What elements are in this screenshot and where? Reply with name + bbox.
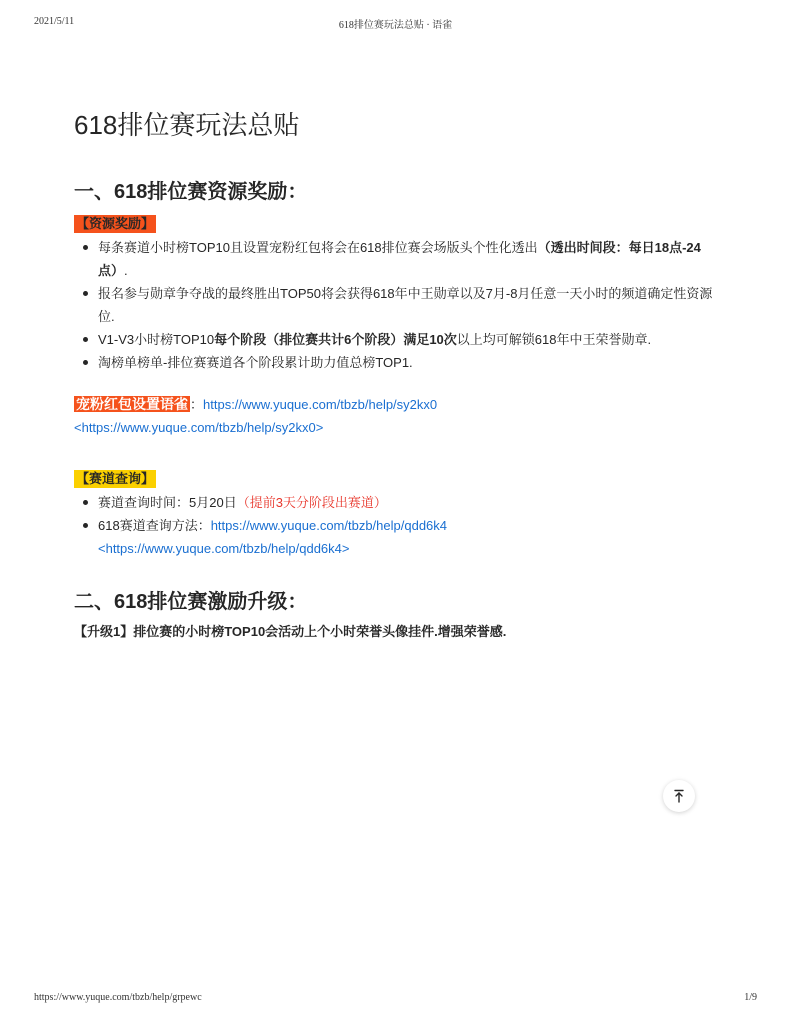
query-tag-row bbox=[74, 470, 724, 488]
print-date: 2021/5/11 bbox=[34, 16, 75, 27]
list-item bbox=[74, 282, 724, 328]
list-item-bold: 每个阶段（排位赛共计6个阶段）满足10次 bbox=[214, 332, 457, 347]
section2-heading: 二、618排位赛激励升级： bbox=[74, 591, 308, 613]
list-item-text: 赛道查询时间：5月20日 bbox=[98, 495, 237, 510]
print-title: 618排位赛玩法总贴 · 语雀 bbox=[338, 20, 453, 31]
list-item-text: V1-V3小时榜TOP10 bbox=[98, 332, 215, 347]
list-item bbox=[74, 491, 724, 514]
list-item bbox=[74, 236, 724, 282]
list-item-text: . bbox=[124, 263, 128, 278]
page-title: 618排位赛玩法总贴 bbox=[74, 110, 300, 140]
section1-heading: 一、618排位赛资源奖励： bbox=[74, 181, 308, 203]
track-query-link-angle[interactable]: <https://www.yuque.com/tbzb/help/qdd6k4> bbox=[98, 541, 350, 556]
list-item bbox=[74, 514, 724, 560]
list-item-bold: （透出时间段：每日18点-24点） bbox=[98, 240, 701, 278]
red-packet-link-angle[interactable]: <https://www.yuque.com/tbzb/help/sy2kx0> bbox=[74, 420, 324, 435]
print-page-number: 1/9 bbox=[744, 992, 757, 1003]
list-item-text: 618赛道查询方法： bbox=[98, 518, 211, 533]
list-item-text: 报名参与勋章争夺战的最终胜出TOP50将会获得618年中王勋章以及7月-8月任意一天小时的频道确定性资源位. bbox=[98, 286, 713, 324]
red-packet-link-paragraph bbox=[74, 393, 724, 439]
track-query-list bbox=[74, 491, 724, 560]
back-to-top-button[interactable] bbox=[663, 780, 695, 812]
document-body bbox=[74, 100, 724, 643]
list-item-text: 以上均可解锁618年中王荣誉勋章. bbox=[456, 332, 652, 347]
upgrade-line: 【升级1】排位赛的小时榜TOP10会活动上个小时荣誉头像挂件.增强荣誉感. bbox=[74, 624, 507, 639]
red-packet-link[interactable]: https://www.yuque.com/tbzb/help/sy2kx0 bbox=[203, 397, 438, 412]
red-packet-highlight: 宠粉红包设置语雀 bbox=[76, 396, 188, 412]
track-query-link[interactable]: https://www.yuque.com/tbzb/help/qdd6k4 bbox=[210, 518, 448, 533]
resource-reward-list bbox=[74, 236, 724, 374]
list-item-text: 每条赛道小时榜TOP10且设置宠粉红包将会在618排位赛会场版头个性化透出 bbox=[98, 240, 538, 255]
list-item bbox=[74, 328, 724, 351]
track-query-tag: 【赛道查询】 bbox=[76, 471, 155, 486]
print-footer bbox=[34, 992, 757, 1006]
resource-tag-row bbox=[74, 215, 724, 233]
list-item-text: 淘榜单榜单-排位赛赛道各个阶段累计助力值总榜TOP1. bbox=[98, 355, 413, 370]
list-item bbox=[74, 351, 724, 374]
print-header bbox=[34, 16, 757, 30]
resource-reward-tag: 【资源奖励】 bbox=[76, 216, 155, 231]
colon-text: ： bbox=[190, 397, 204, 412]
list-item-red: （提前3天分阶段出赛道） bbox=[236, 495, 387, 510]
arrow-up-to-line-icon bbox=[672, 789, 686, 803]
print-url: https://www.yuque.com/tbzb/help/grpewc bbox=[34, 992, 202, 1003]
